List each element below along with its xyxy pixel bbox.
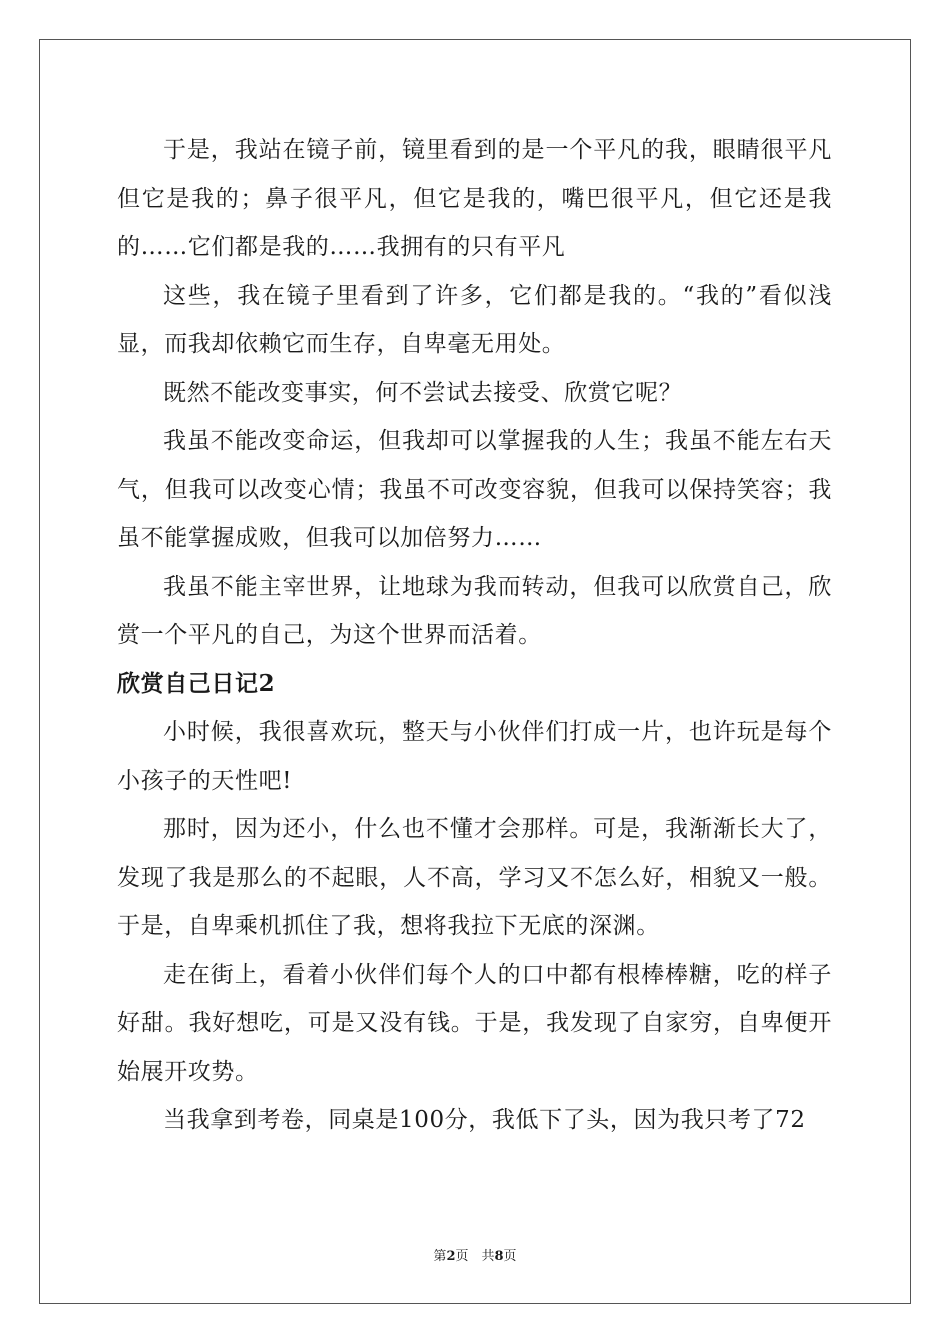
- paragraph: 那时，因为还小，什么也不懂才会那样。可是，我渐渐长大了，发现了我是那么的不起眼，人不高，学习又不怎么好，相貌又一般。于是，自卑乘机抓住了我，想将我拉下无底的深渊。: [117, 816, 832, 939]
- document-body: [117, 126, 832, 1145]
- page-current: 2: [446, 1249, 456, 1264]
- paragraph: 我虽不能主宰世界，让地球为我而转动，但我可以欣赏自己，欣赏一个平凡的自己，为这个世界而活着。: [117, 573, 832, 648]
- paragraph: 小时候，我很喜欢玩，整天与小伙伴们打成一片，也许玩是每个小孩子的天性吧!: [117, 719, 832, 794]
- paragraph: 当我拿到考卷，同桌是100分，我低下了头，因为我只考了72: [163, 1107, 806, 1133]
- paragraph: 走在街上，看着小伙伴们每个人的口中都有根棒棒糖，吃的样子好甜。我好想吃，可是又没有钱。于是，我发现了自家穷，自卑便开始展开攻势。: [117, 961, 832, 1085]
- paragraph: 这些，我在镜子里看到了许多，它们都是我的。“我的”看似浅显，而我却依赖它而生存，自卑毫无用处。: [117, 282, 832, 357]
- page-footer: [0, 1248, 950, 1266]
- page-suffix: 页: [503, 1249, 517, 1264]
- page-total: 8: [494, 1249, 504, 1264]
- page-prefix: 第: [433, 1249, 447, 1264]
- page-mid: 页 共: [455, 1249, 495, 1264]
- section-title: 欣赏自己日记2: [117, 669, 276, 697]
- paragraph: 既然不能改变事实，何不尝试去接受、欣赏它呢？: [163, 379, 683, 406]
- paragraph: 于是，我站在镜子前，镜里看到的是一个平凡的我，眼睛很平凡但它是我的；鼻子很平凡，但它是我的，嘴巴很平凡，但它还是我的……它们都是我的……我拥有的只有平凡: [117, 137, 832, 260]
- paragraph: 我虽不能改变命运，但我却可以掌握我的人生；我虽不能左右天气，但我可以改变心情；我虽不可改变容貌，但我可以保持笑容；我虽不能掌握成败，但我可以加倍努力……: [117, 428, 832, 551]
